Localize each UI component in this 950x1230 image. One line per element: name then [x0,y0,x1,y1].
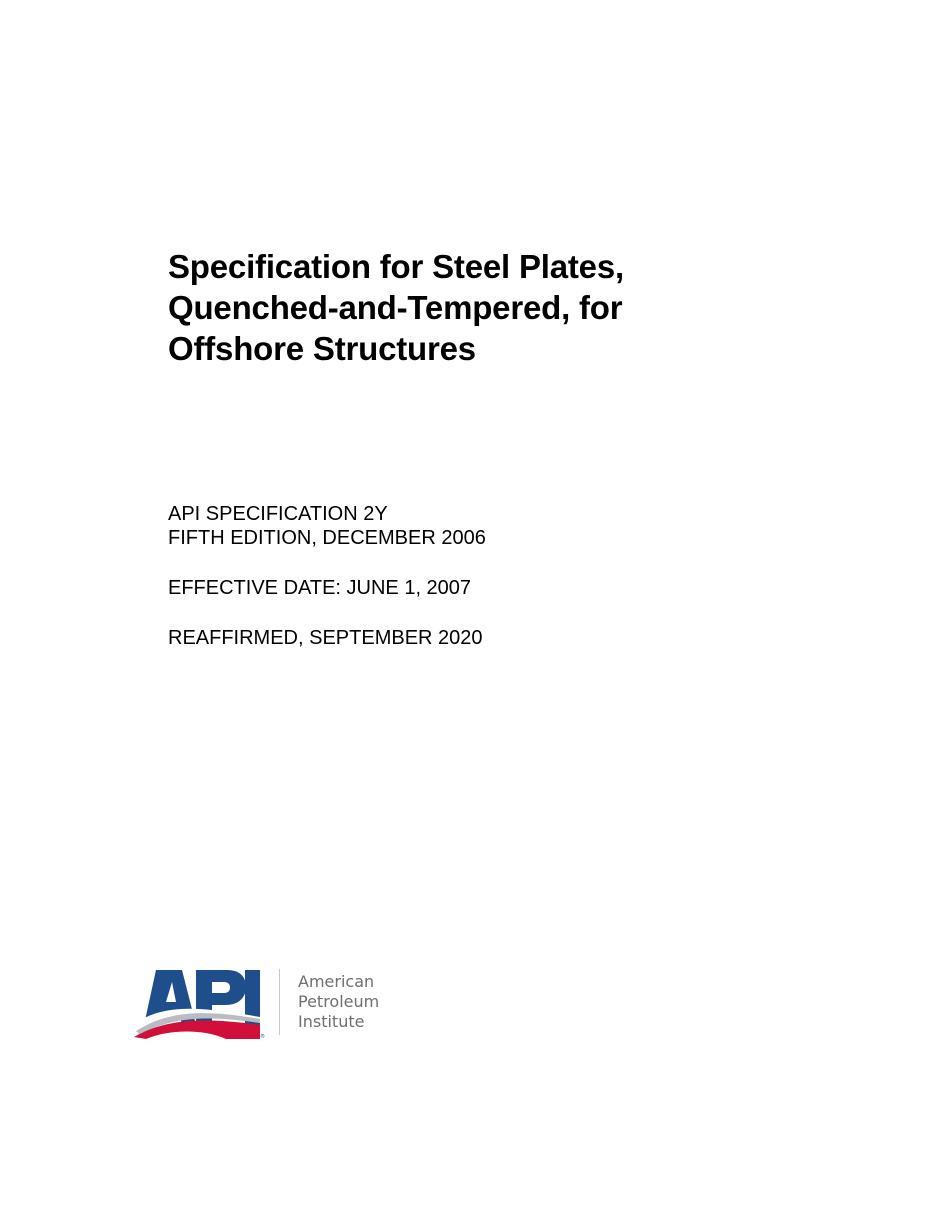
effective-date: EFFECTIVE DATE: JUNE 1, 2007 [168,577,472,599]
api-logo [132,965,402,1041]
title-line-2: Quenched-and-Tempered, for [168,289,623,326]
edition: FIFTH EDITION, DECEMBER 2006 [168,527,486,549]
title-line-3: Offshore Structures [168,330,476,367]
document-info [168,502,868,650]
spacer [168,550,868,576]
spec-number: API SPECIFICATION 2Y [168,503,388,525]
api-logo-name [298,972,408,1032]
reaffirmed-date: REAFFIRMED, SEPTEMBER 2020 [168,627,483,649]
svg-text:®: ® [260,1034,265,1039]
api-logo-mark-icon [132,965,266,1039]
logo-divider [279,969,280,1035]
logo-name-line-3: Institute [298,1012,365,1031]
spacer [168,600,868,626]
logo-name-line-1: American [298,972,375,991]
logo-name-line-2: Petroleum [298,992,380,1011]
document-title [168,246,868,369]
title-line-1: Specification for Steel Plates, [168,248,624,285]
